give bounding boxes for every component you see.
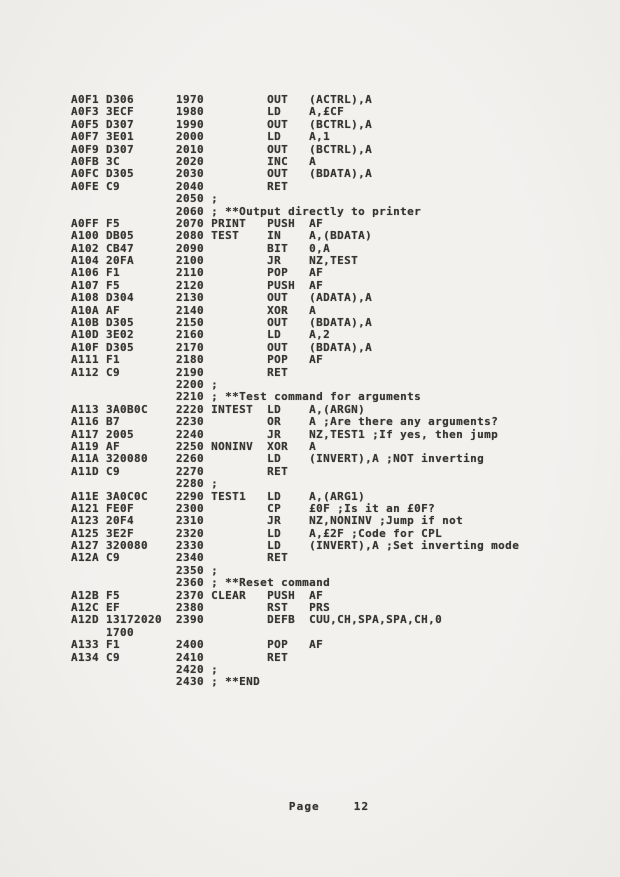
mnemonic-cell: OUT bbox=[267, 93, 310, 106]
address-cell: A106 bbox=[71, 266, 107, 280]
address-cell: A0FF bbox=[71, 216, 107, 230]
mnemonic-cell: LD bbox=[267, 105, 310, 119]
operand-cell: (BDATA),A bbox=[309, 167, 373, 181]
operand-cell: A,(ARGN) bbox=[309, 402, 366, 416]
line-number-cell: 1970 bbox=[176, 93, 212, 106]
mnemonic-cell: LD bbox=[267, 539, 310, 553]
line-number-cell: 2340 bbox=[176, 551, 212, 565]
object-code-cell bbox=[106, 205, 176, 218]
mnemonic-cell: DEFB bbox=[267, 613, 310, 627]
mnemonic-cell: XOR bbox=[267, 303, 310, 317]
label-cell bbox=[211, 316, 267, 329]
mnemonic-cell: RST bbox=[267, 601, 310, 615]
object-code-cell: D307 bbox=[106, 117, 177, 131]
address-cell: A0F3 bbox=[71, 105, 107, 119]
line-number-cell: 2280 bbox=[176, 477, 212, 491]
address-cell: A0FE bbox=[71, 179, 107, 193]
comment-cell: ;Set inverting mode bbox=[379, 539, 520, 553]
mnemonic-cell: BIT bbox=[267, 241, 310, 255]
address-cell: A10D bbox=[71, 328, 107, 342]
comment-cell: ; **Reset command bbox=[211, 576, 331, 590]
mnemonic-cell: PUSH bbox=[267, 278, 310, 292]
mnemonic-cell: OUT bbox=[267, 117, 310, 131]
operand-cell: A,£CF bbox=[309, 105, 345, 119]
object-code-cell: 3A0C0C bbox=[106, 489, 177, 503]
address-cell: A123 bbox=[71, 514, 107, 528]
page-footer bbox=[258, 787, 369, 826]
object-code-cell bbox=[106, 663, 176, 676]
label-cell bbox=[211, 366, 267, 379]
object-code-cell bbox=[106, 477, 176, 490]
line-number-cell bbox=[176, 626, 211, 639]
label-cell bbox=[211, 601, 267, 614]
object-code-cell: C9 bbox=[106, 365, 177, 379]
mnemonic-cell: OUT bbox=[267, 291, 310, 305]
operand-cell: AF bbox=[309, 216, 324, 230]
label-cell bbox=[211, 105, 267, 118]
address-cell: A12C bbox=[71, 601, 107, 615]
mnemonic-cell: POP bbox=[267, 638, 310, 652]
address-cell: A121 bbox=[71, 501, 107, 515]
operand-cell: (BCTRL),A bbox=[309, 142, 373, 156]
line-number-cell: 2290 bbox=[176, 489, 212, 503]
object-code-cell: 13172020 bbox=[106, 613, 177, 627]
assembly-listing bbox=[71, 94, 519, 689]
address-cell: A111 bbox=[71, 353, 107, 367]
operand-cell: NZ,TEST1 bbox=[309, 427, 366, 441]
label-cell: PRINT bbox=[211, 216, 268, 230]
mnemonic-cell: LD bbox=[267, 328, 310, 342]
operand-cell: A bbox=[309, 303, 317, 317]
mnemonic-cell: POP bbox=[267, 353, 310, 367]
mnemonic-cell: RET bbox=[267, 551, 310, 565]
label-cell bbox=[211, 180, 267, 193]
line-number-cell: 2130 bbox=[176, 291, 212, 305]
object-code-cell: C9 bbox=[106, 179, 177, 193]
address-cell: A108 bbox=[71, 291, 107, 305]
label-cell bbox=[211, 279, 267, 292]
operand-cell: AF bbox=[309, 588, 324, 602]
operand-cell: CUU,CH,SPA,SPA,CH,0 bbox=[309, 613, 443, 627]
line-number-cell: 2160 bbox=[176, 328, 212, 342]
label-cell bbox=[211, 465, 267, 478]
line-number-cell: 2050 bbox=[176, 192, 212, 206]
label-cell bbox=[211, 167, 267, 180]
operand-cell: (ADATA),A bbox=[309, 291, 373, 305]
operand-cell: A bbox=[309, 415, 317, 429]
address-cell bbox=[71, 390, 106, 403]
mnemonic-cell: JR bbox=[267, 514, 310, 528]
address-cell: A11A bbox=[71, 452, 107, 466]
object-code-cell: FE0F bbox=[106, 501, 177, 515]
line-number-cell: 2120 bbox=[176, 278, 212, 292]
mnemonic-cell: RET bbox=[267, 365, 310, 379]
label-cell: TEST bbox=[211, 229, 268, 243]
operand-cell: PRS bbox=[309, 601, 331, 615]
address-cell: A11E bbox=[71, 489, 107, 503]
line-number-cell: 2370 bbox=[176, 588, 212, 602]
label-cell bbox=[211, 143, 267, 156]
label-cell bbox=[211, 155, 267, 168]
address-cell: A134 bbox=[71, 650, 107, 664]
operand-cell: 0,A bbox=[309, 241, 331, 255]
line-number-cell: 2420 bbox=[176, 662, 212, 676]
comment-cell: ; **Output directly to printer bbox=[211, 204, 422, 218]
address-cell: A112 bbox=[71, 365, 107, 379]
line-number-cell: 2210 bbox=[176, 390, 212, 404]
label-cell bbox=[211, 539, 267, 552]
mnemonic-cell: LD bbox=[267, 402, 310, 416]
line-number-cell: 2070 bbox=[176, 216, 212, 230]
mnemonic-cell: RET bbox=[267, 179, 310, 193]
mnemonic-cell: LD bbox=[267, 489, 310, 503]
line-number-cell: 2400 bbox=[176, 638, 212, 652]
object-code-cell: F5 bbox=[106, 588, 177, 602]
operand-cell: A bbox=[309, 439, 317, 453]
line-number-cell: 2170 bbox=[176, 340, 212, 354]
label-cell: TEST1 bbox=[211, 489, 268, 503]
line-number-cell: 2220 bbox=[176, 402, 212, 416]
object-code-cell: 3C bbox=[106, 154, 177, 168]
operand-cell: A bbox=[309, 154, 317, 168]
object-code-cell bbox=[106, 390, 176, 403]
object-code-cell: EF bbox=[106, 601, 177, 615]
mnemonic-cell: OR bbox=[267, 415, 310, 429]
label-cell bbox=[211, 242, 267, 255]
address-cell: A116 bbox=[71, 415, 107, 429]
comment-cell: ; bbox=[211, 477, 219, 491]
line-number-cell: 2320 bbox=[176, 526, 212, 540]
address-cell: A0F5 bbox=[71, 117, 107, 131]
address-cell: A12B bbox=[71, 588, 107, 602]
object-code-cell: 2005 bbox=[106, 427, 177, 441]
line-number-cell: 2140 bbox=[176, 303, 212, 317]
line-number-cell: 2100 bbox=[176, 254, 212, 268]
mnemonic-cell: RET bbox=[267, 464, 310, 478]
label-cell bbox=[211, 328, 267, 341]
mnemonic-cell: IN bbox=[267, 229, 310, 243]
label-cell bbox=[211, 613, 267, 626]
object-code-cell: CB47 bbox=[106, 241, 177, 255]
mnemonic-cell: JR bbox=[267, 427, 310, 441]
address-cell bbox=[71, 205, 106, 218]
object-code-cell: F5 bbox=[106, 216, 177, 230]
address-cell: A0F7 bbox=[71, 130, 107, 144]
line-number-cell: 2240 bbox=[176, 427, 212, 441]
object-code-cell: B7 bbox=[106, 415, 177, 429]
address-cell: A102 bbox=[71, 241, 107, 255]
object-code-cell: D304 bbox=[106, 291, 177, 305]
object-code-cell: 3E02 bbox=[106, 328, 177, 342]
line-number-cell: 2360 bbox=[176, 576, 212, 590]
label-cell bbox=[211, 353, 267, 366]
line-number-cell: 1990 bbox=[176, 117, 212, 131]
address-cell: A100 bbox=[71, 229, 107, 243]
label-cell bbox=[211, 428, 267, 441]
operand-cell: (BCTRL),A bbox=[309, 117, 373, 131]
operand-cell: NZ,NONINV bbox=[309, 514, 373, 528]
mnemonic-cell: XOR bbox=[267, 439, 310, 453]
line-number-cell: 2330 bbox=[176, 539, 212, 553]
object-code-cell: 1700 bbox=[106, 625, 177, 639]
line-number-cell: 2180 bbox=[176, 353, 212, 367]
object-code-cell: AF bbox=[106, 439, 177, 453]
comment-cell: ;Code for CPL bbox=[344, 526, 443, 540]
comment-cell: ;Is it an £0F? bbox=[330, 501, 436, 515]
line-number-cell: 2000 bbox=[176, 130, 212, 144]
footer-page-label: Page bbox=[288, 800, 320, 813]
label-cell bbox=[211, 341, 267, 354]
object-code-cell: D307 bbox=[106, 142, 177, 156]
listing-line bbox=[71, 676, 519, 688]
label-cell bbox=[211, 291, 267, 304]
address-cell: A0FB bbox=[71, 154, 107, 168]
operand-cell: A,1 bbox=[309, 130, 331, 144]
mnemonic-cell: LD bbox=[267, 526, 310, 540]
address-cell: A12D bbox=[71, 613, 107, 627]
comment-cell: ; bbox=[211, 662, 219, 676]
label-cell bbox=[211, 551, 267, 564]
object-code-cell: 3A0B0C bbox=[106, 402, 177, 416]
object-code-cell: D305 bbox=[106, 167, 177, 181]
address-cell: A12A bbox=[71, 551, 107, 565]
address-cell: A0F9 bbox=[71, 142, 107, 156]
object-code-cell bbox=[106, 675, 176, 688]
operand-cell: A,2 bbox=[309, 328, 331, 342]
line-number-cell: 2150 bbox=[176, 316, 212, 330]
address-cell: A125 bbox=[71, 526, 107, 540]
comment-cell: ;Are there any arguments? bbox=[316, 415, 499, 429]
object-code-cell: 3E01 bbox=[106, 130, 177, 144]
mnemonic-cell: JR bbox=[267, 254, 310, 268]
address-cell bbox=[71, 663, 106, 676]
label-cell bbox=[211, 130, 267, 143]
comment-cell: ; **END bbox=[211, 675, 261, 689]
mnemonic-cell: OUT bbox=[267, 142, 310, 156]
operand-cell: AF bbox=[309, 353, 324, 367]
object-code-cell: C9 bbox=[106, 551, 177, 565]
address-cell: A119 bbox=[71, 439, 107, 453]
mnemonic-cell: OUT bbox=[267, 340, 310, 354]
line-number-cell: 2390 bbox=[176, 613, 212, 627]
line-number-cell: 2010 bbox=[176, 142, 212, 156]
object-code-cell: F1 bbox=[106, 638, 177, 652]
address-cell: A104 bbox=[71, 254, 107, 268]
mnemonic-cell: INC bbox=[267, 154, 310, 168]
object-code-cell: D305 bbox=[106, 316, 177, 330]
address-cell: A127 bbox=[71, 539, 107, 553]
object-code-cell bbox=[106, 576, 176, 589]
mnemonic-cell: PUSH bbox=[267, 588, 310, 602]
footer-page-number: 12 bbox=[353, 800, 370, 813]
object-code-cell: F1 bbox=[106, 353, 177, 367]
object-code-cell: 20F4 bbox=[106, 514, 177, 528]
object-code-cell: D305 bbox=[106, 340, 177, 354]
label-cell bbox=[211, 118, 267, 131]
operand-cell: (ACTRL),A bbox=[309, 93, 373, 106]
object-code-cell: AF bbox=[106, 303, 177, 317]
line-number-cell: 2040 bbox=[176, 179, 212, 193]
operand-cell: (INVERT),A bbox=[309, 452, 380, 466]
line-number-cell: 2080 bbox=[176, 229, 212, 243]
line-number-cell: 2270 bbox=[176, 464, 212, 478]
address-cell bbox=[71, 192, 106, 205]
line-number-cell: 2020 bbox=[176, 154, 212, 168]
address-cell bbox=[71, 477, 106, 490]
comment-cell: ; bbox=[211, 563, 219, 577]
mnemonic-cell: OUT bbox=[267, 316, 310, 330]
address-cell: A11D bbox=[71, 464, 107, 478]
label-cell: NONINV bbox=[211, 439, 268, 453]
object-code-cell: 20FA bbox=[106, 254, 177, 268]
object-code-cell bbox=[106, 564, 176, 577]
operand-cell: (BDATA),A bbox=[309, 316, 373, 330]
label-cell bbox=[211, 93, 267, 106]
operand-cell: (BDATA),A bbox=[309, 340, 373, 354]
comment-cell: ; bbox=[211, 377, 219, 391]
address-cell bbox=[71, 675, 106, 688]
operand-cell: £0F bbox=[309, 501, 331, 515]
address-cell: A117 bbox=[71, 427, 107, 441]
operand-cell: AF bbox=[309, 266, 324, 280]
address-cell: A133 bbox=[71, 638, 107, 652]
operand-cell: NZ,TEST bbox=[309, 254, 359, 268]
line-number-cell: 2430 bbox=[176, 675, 212, 689]
line-number-cell: 2350 bbox=[176, 563, 212, 577]
mnemonic-cell: CP bbox=[267, 501, 310, 515]
address-cell: A10A bbox=[71, 303, 107, 317]
object-code-cell: C9 bbox=[106, 650, 177, 664]
operand-cell: AF bbox=[309, 278, 324, 292]
line-number-cell: 2060 bbox=[176, 204, 212, 218]
object-code-cell: C9 bbox=[106, 464, 177, 478]
mnemonic-cell: PUSH bbox=[267, 216, 310, 230]
label-cell bbox=[211, 304, 267, 317]
address-cell bbox=[71, 378, 106, 391]
operand-cell: A,(ARG1) bbox=[309, 489, 366, 503]
mnemonic-cell: LD bbox=[267, 452, 310, 466]
comment-cell: ;Jump if not bbox=[372, 514, 464, 528]
address-cell bbox=[71, 564, 106, 577]
address-cell: A10B bbox=[71, 316, 107, 330]
object-code-cell: 320080 bbox=[106, 539, 177, 553]
mnemonic-cell: RET bbox=[267, 650, 310, 664]
address-cell: A0F1 bbox=[71, 93, 107, 106]
line-number-cell: 2300 bbox=[176, 501, 212, 515]
object-code-cell bbox=[106, 192, 176, 205]
label-cell bbox=[211, 651, 267, 664]
label-cell bbox=[211, 514, 267, 527]
comment-cell: ;If yes, then jump bbox=[365, 427, 499, 441]
operand-cell: (INVERT),A bbox=[309, 539, 380, 553]
address-cell bbox=[71, 576, 106, 589]
line-number-cell: 2410 bbox=[176, 650, 212, 664]
address-cell: A0FC bbox=[71, 167, 107, 181]
operand-cell: A,£2F bbox=[309, 526, 345, 540]
comment-cell: ;NOT inverting bbox=[379, 452, 485, 466]
mnemonic-cell: OUT bbox=[267, 167, 310, 181]
object-code-cell: 3ECF bbox=[106, 105, 177, 119]
object-code-cell: F5 bbox=[106, 278, 177, 292]
address-cell: A10F bbox=[71, 340, 107, 354]
line-number-cell: 2200 bbox=[176, 377, 212, 391]
operand-cell: AF bbox=[309, 638, 324, 652]
line-number-cell: 2380 bbox=[176, 601, 212, 615]
object-code-cell: F1 bbox=[106, 266, 177, 280]
object-code-cell: DB05 bbox=[106, 229, 177, 243]
line-number-cell: 1980 bbox=[176, 105, 212, 119]
address-cell: A107 bbox=[71, 278, 107, 292]
object-code-cell: 3E2F bbox=[106, 526, 177, 540]
object-code-cell bbox=[106, 378, 176, 391]
address-cell: A113 bbox=[71, 402, 107, 416]
label-cell bbox=[211, 415, 267, 428]
object-code-cell: D306 bbox=[106, 93, 177, 106]
label-cell bbox=[211, 266, 267, 279]
line-number-cell: 2190 bbox=[176, 365, 212, 379]
mnemonic-cell: LD bbox=[267, 130, 310, 144]
operand-cell: A,(BDATA) bbox=[309, 229, 373, 243]
label-cell bbox=[211, 254, 267, 267]
comment-cell: ; **Test command for arguments bbox=[211, 390, 422, 404]
label-cell: CLEAR bbox=[211, 588, 268, 602]
label-cell bbox=[211, 502, 267, 515]
address-cell bbox=[71, 626, 106, 639]
line-number-cell: 2110 bbox=[176, 266, 212, 280]
line-number-cell: 2090 bbox=[176, 241, 212, 255]
line-number-cell: 2230 bbox=[176, 415, 212, 429]
comment-cell: ; bbox=[211, 192, 219, 206]
label-cell bbox=[211, 527, 267, 540]
label-cell bbox=[211, 638, 267, 651]
label-cell: INTEST bbox=[211, 402, 268, 416]
label-cell bbox=[211, 452, 267, 465]
line-number-cell: 2310 bbox=[176, 514, 212, 528]
mnemonic-cell: POP bbox=[267, 266, 310, 280]
line-number-cell: 2250 bbox=[176, 439, 212, 453]
object-code-cell: 320080 bbox=[106, 452, 177, 466]
line-number-cell: 2030 bbox=[176, 167, 212, 181]
line-number-cell: 2260 bbox=[176, 452, 212, 466]
